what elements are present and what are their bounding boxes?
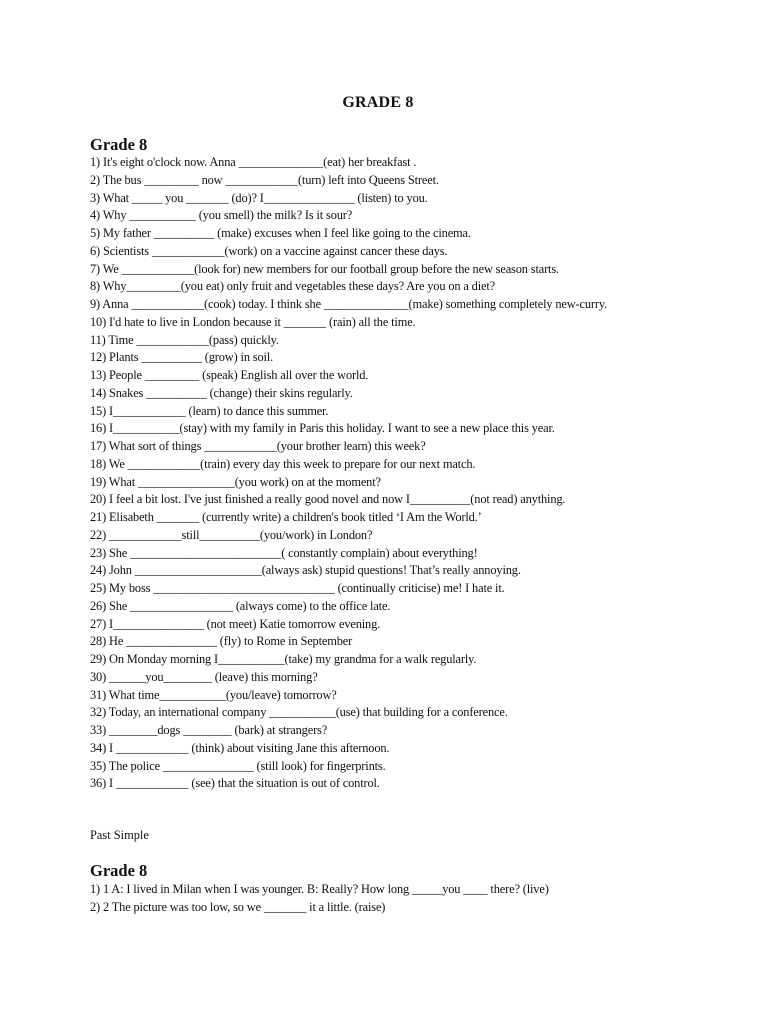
exercise-item: 2) The bus _________ now ____________(turn) left into Queens Street. [90, 172, 439, 187]
exercise-item: 1) It's eight o'clock now. Anna ______________(eat) her breakfast . [90, 155, 417, 169]
exercise-item: 2) 2 The picture was too low, so we _______ it a little. (raise) [90, 899, 386, 914]
exercise-item: 4) Why ___________ (you smell) the milk? Is it sour? [90, 208, 353, 223]
exercise-item: 11) Time ____________(pass) quickly. [90, 332, 279, 347]
exercise-item: 25) My boss ______________________________ (continually criticise) me! I hate it. [90, 581, 505, 595]
exercise-item: 27) I_______________ (not meet) Katie tomorrow evening. [90, 616, 381, 631]
section-heading: Grade 8 [90, 861, 148, 880]
exercise-item: 18) We ____________(train) every day this week to prepare for our next match. [90, 456, 476, 471]
exercise-item: 6) Scientists ____________(work) on a vaccine against cancer these days. [90, 243, 448, 258]
page-title: GRADE 8 [342, 94, 414, 111]
exercise-item: 12) Plants __________ (grow) in soil. [90, 350, 274, 365]
exercise-item: 7) We ____________(look for) new members for our football group before the new season starts. [90, 261, 559, 276]
exercise-item: 31) What time___________(you/leave) tomorrow? [90, 687, 337, 702]
exercise-list-past-simple [90, 881, 660, 917]
exercise-item: 29) On Monday morning I___________(take) my grandma for a walk regularly. [90, 652, 477, 666]
exercise-item: 17) What sort of things ____________(your brother learn) this week? [90, 439, 426, 453]
section-heading: Grade 8 [90, 135, 148, 154]
exercise-item: 24) John _____________________(always ask) stupid questions! That’s really annoying. [90, 563, 521, 578]
exercise-item: 33) ________dogs ________ (bark) at strangers? [90, 723, 328, 737]
exercise-item: 16) I___________(stay) with my family in Paris this holiday. I want to see a new place this year. [90, 421, 555, 436]
exercise-item: 9) Anna ____________(cook) today. I think she ______________(make) something completely new-curry. [90, 297, 608, 311]
exercise-item: 14) Snakes __________ (change) their skins regularly. [90, 385, 353, 400]
exercise-item: 23) She _________________________( constantly complain) about everything! [90, 545, 478, 560]
exercise-item: 34) I ____________ (think) about visiting Jane this afternoon. [90, 740, 390, 755]
exercise-item: 26) She _________________ (always come) to the office late. [90, 598, 391, 613]
exercise-item: 28) He _______________ (fly) to Rome in September [90, 634, 353, 649]
exercise-item: 22) ____________still__________(you/work) in London? [90, 527, 373, 542]
exercise-item: 20) I feel a bit lost. I've just finished a really good novel and now I__________(not read) anything. [90, 492, 566, 507]
exercise-item: 10) I'd hate to live in London because it _______ (rain) all the time. [90, 314, 416, 329]
exercise-list-present-continuous [90, 154, 660, 793]
exercise-item: 21) Elisabeth _______ (currently write) a children's book titled ‘I Am the World.’ [90, 510, 482, 524]
exercise-item: 15) I____________ (learn) to dance this summer. [90, 403, 329, 418]
exercise-item: 3) What _____ you _______ (do)? I_______________ (listen) to you. [90, 190, 428, 205]
exercise-item: 19) What ________________(you work) on at the moment? [90, 474, 381, 489]
exercise-item: 30) ______you________ (leave) this morning? [90, 669, 318, 684]
exercise-item: 32) Today, an international company ___________(use) that building for a conference. [90, 705, 508, 720]
exercise-item: 13) People _________ (speak) English all over the world. [90, 368, 369, 382]
exercise-item: 1) 1 A: I lived in Milan when I was younger. B: Really? How long _____you ____ there? (live) [90, 882, 549, 896]
exercise-item: 8) Why_________(you eat) only fruit and vegetables these days? Are you on a diet? [90, 279, 495, 294]
exercise-item: 5) My father __________ (make) excuses when I feel like going to the cinema. [90, 226, 471, 240]
section-separator-text: Past Simple [90, 828, 149, 842]
exercise-item: 35) The police _______________ (still look) for fingerprints. [90, 758, 386, 773]
exercise-item: 36) I ____________ (see) that the situation is out of control. [90, 776, 380, 791]
